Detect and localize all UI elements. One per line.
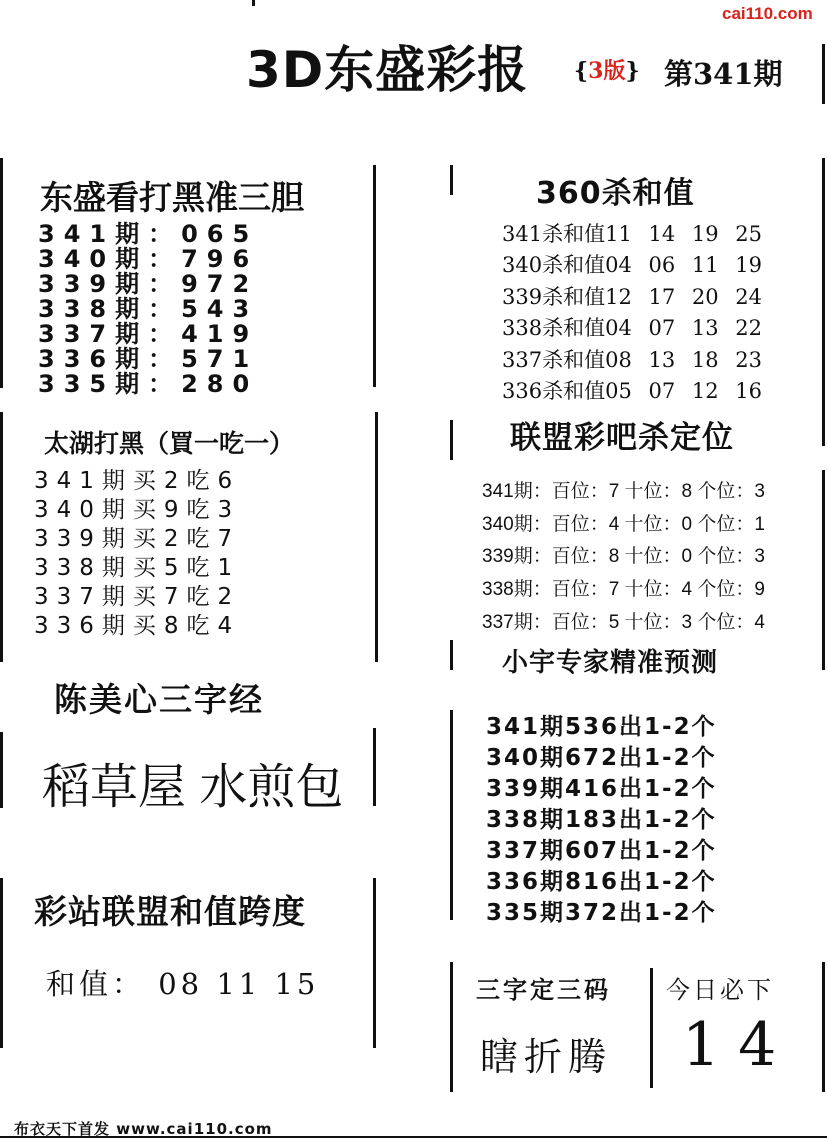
- issue-number: 第341期: [664, 57, 783, 91]
- edition-label: [574, 54, 640, 85]
- edition-brace-open: {: [574, 58, 589, 84]
- divider: [822, 44, 825, 104]
- list-item: 337期607出1-2个: [486, 838, 717, 864]
- list-item: 338期：百位：7 十位：4 个位：9: [482, 579, 765, 600]
- list-item: 339期：百位：8 十位：0 个位：3: [482, 546, 765, 567]
- today-title: 今日必下: [666, 976, 774, 1004]
- list-item: 341期买2吃6: [34, 468, 241, 494]
- divider: [822, 962, 825, 1092]
- list-item: 339期买2吃7: [34, 526, 241, 552]
- divider: [822, 158, 825, 446]
- chen-text: 稻草屋 水煎包: [42, 761, 344, 814]
- footer-text: 布衣天下首发 www.cai110.com: [14, 1120, 273, 1138]
- divider: [0, 158, 3, 388]
- divider: [822, 470, 825, 670]
- list-item: 336杀和值05 07 12 16: [502, 379, 762, 403]
- dongsheng-title: 东盛看打黑准三胆: [40, 178, 304, 217]
- list-item: 341期：065: [38, 220, 259, 248]
- list-item: 337期：百位：5 十位：3 个位：4: [482, 612, 765, 633]
- list-item: 338期买5吃1: [34, 555, 241, 581]
- list-item: 338期：543: [38, 295, 259, 323]
- list-item: 340期672出1-2个: [486, 745, 717, 771]
- divider: [252, 0, 255, 6]
- list-item: 335期：280: [38, 370, 259, 398]
- taihu-title: 太湖打黑（買一吃一）: [44, 429, 295, 458]
- xiaoyu-title: 小宇专家精准预测: [502, 648, 719, 678]
- caizhan-title: 彩站联盟和值跨度: [34, 892, 306, 931]
- list-item: 340期：796: [38, 245, 259, 273]
- sum-kill-title: 360杀和值: [536, 176, 695, 211]
- chen-title: 陈美心三字经: [54, 680, 264, 719]
- site-logo: cai110.com: [722, 4, 813, 23]
- list-item: 339杀和值12 17 20 24: [502, 285, 762, 309]
- today-number: 14: [682, 1010, 795, 1080]
- divider: [450, 710, 453, 920]
- divider: [0, 878, 3, 1048]
- divider: [450, 165, 453, 195]
- edition-number: 3版: [588, 58, 626, 84]
- list-item: 339期：972: [38, 270, 259, 298]
- divider: [373, 728, 376, 806]
- divider: [0, 732, 3, 808]
- list-item: 338杀和值04 07 13 22: [502, 316, 762, 340]
- lianmeng-title: 联盟彩吧杀定位: [510, 420, 734, 456]
- list-item: 340期买9吃3: [34, 497, 241, 523]
- divider: [0, 412, 3, 662]
- caizhan-text: 和值： 08 11 15: [46, 967, 320, 1001]
- page-title: 3D东盛彩报: [246, 41, 529, 99]
- divider: [375, 412, 378, 662]
- divider: [373, 878, 376, 1048]
- list-item: 338期183出1-2个: [486, 807, 717, 833]
- divider: [650, 968, 653, 1088]
- edition-brace-close: }: [625, 58, 640, 84]
- list-item: 336期816出1-2个: [486, 869, 717, 895]
- list-item: 341期：百位：7 十位：8 个位：3: [482, 481, 765, 502]
- divider: [450, 640, 453, 670]
- sanzi-text: 瞎折腾: [480, 1035, 613, 1079]
- divider: [450, 420, 453, 460]
- list-item: 341期536出1-2个: [486, 714, 717, 740]
- sanzi-title: 三字定三码: [476, 976, 611, 1004]
- list-item: 341杀和值11 14 19 25: [502, 222, 762, 246]
- list-item: 336期：571: [38, 345, 259, 373]
- divider: [373, 165, 376, 387]
- list-item: 336期买8吃4: [34, 613, 241, 639]
- divider: [450, 962, 453, 1092]
- list-item: 340杀和值04 06 11 19: [502, 253, 762, 277]
- list-item: 335期372出1-2个: [486, 900, 717, 926]
- list-item: 337期：419: [38, 320, 259, 348]
- list-item: 337期买7吃2: [34, 584, 241, 610]
- list-item: 337杀和值08 13 18 23: [502, 348, 762, 372]
- list-item: 340期：百位：4 十位：0 个位：1: [482, 514, 765, 535]
- list-item: 339期416出1-2个: [486, 776, 717, 802]
